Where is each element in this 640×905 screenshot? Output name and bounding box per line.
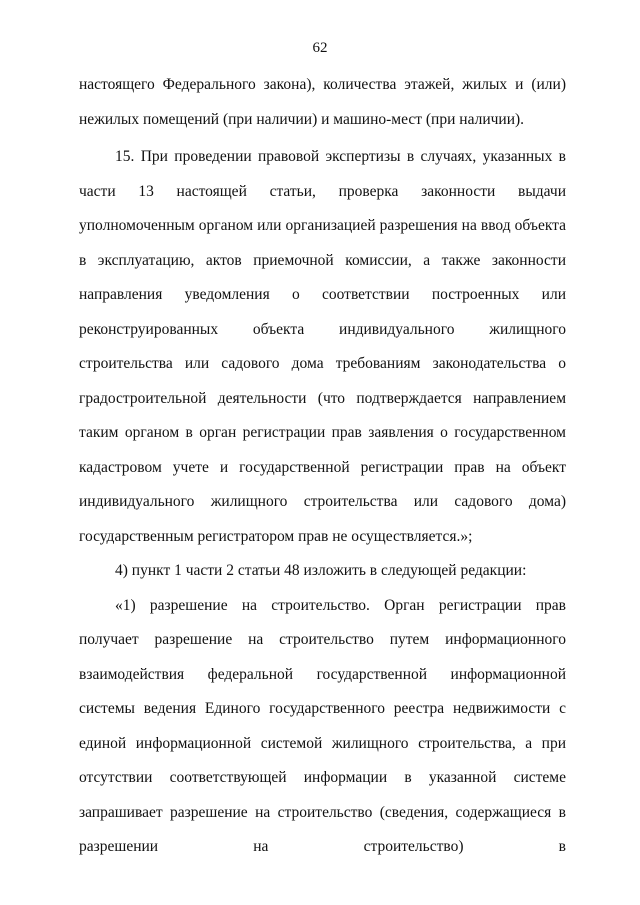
document-text-top bbox=[79, 68, 566, 137]
paragraph-item-15: 15. При проведении правовой экспертизы в случаях, указанных в части 13 настоящей статьи, проверка законности выдачи уполномоченным органом или организацией разрешения на ввод объекта в эксплуатацию, актов приемочной комиссии, а также законности направления уведомления о соответствии построенных или реконструированных объекта индивидуального жилищного строительства или садового дома требованиям законодательства о градостроительной деятельности (что подтверждается направлением таким органом в орган регистрации прав заявления о государственном кадастровом учете и государственной регистрации прав на объект индивидуального жилищного строительства или садового дома) государственным регистратором прав не осуществляется.»; bbox=[79, 148, 566, 545]
paragraph-quote-1: «1) разрешение на строительство. Орган регистрации прав получает разрешение на строительство путем информационного взаимодействия федеральной государственной информационной системы ведения Единого государственного реестра недвижимости с единой информационной системой жилищного строительства, а при отсутствии соответствующей информации в указанной системе запрашивает разрешение на строительство (сведения, содержащиеся в разрешении на строительство) в bbox=[79, 596, 566, 855]
document-text-main bbox=[79, 140, 566, 865]
page-number: 62 bbox=[312, 40, 328, 56]
paragraph-item-4: 4) пункт 1 части 2 статьи 48 изложить в следующей редакции: bbox=[115, 562, 527, 579]
paragraph-continuation: настоящего Федерального закона), количества этажей, жилых и (или) нежилых помещений (при наличии) и машино-мест (при наличии). bbox=[79, 76, 566, 128]
